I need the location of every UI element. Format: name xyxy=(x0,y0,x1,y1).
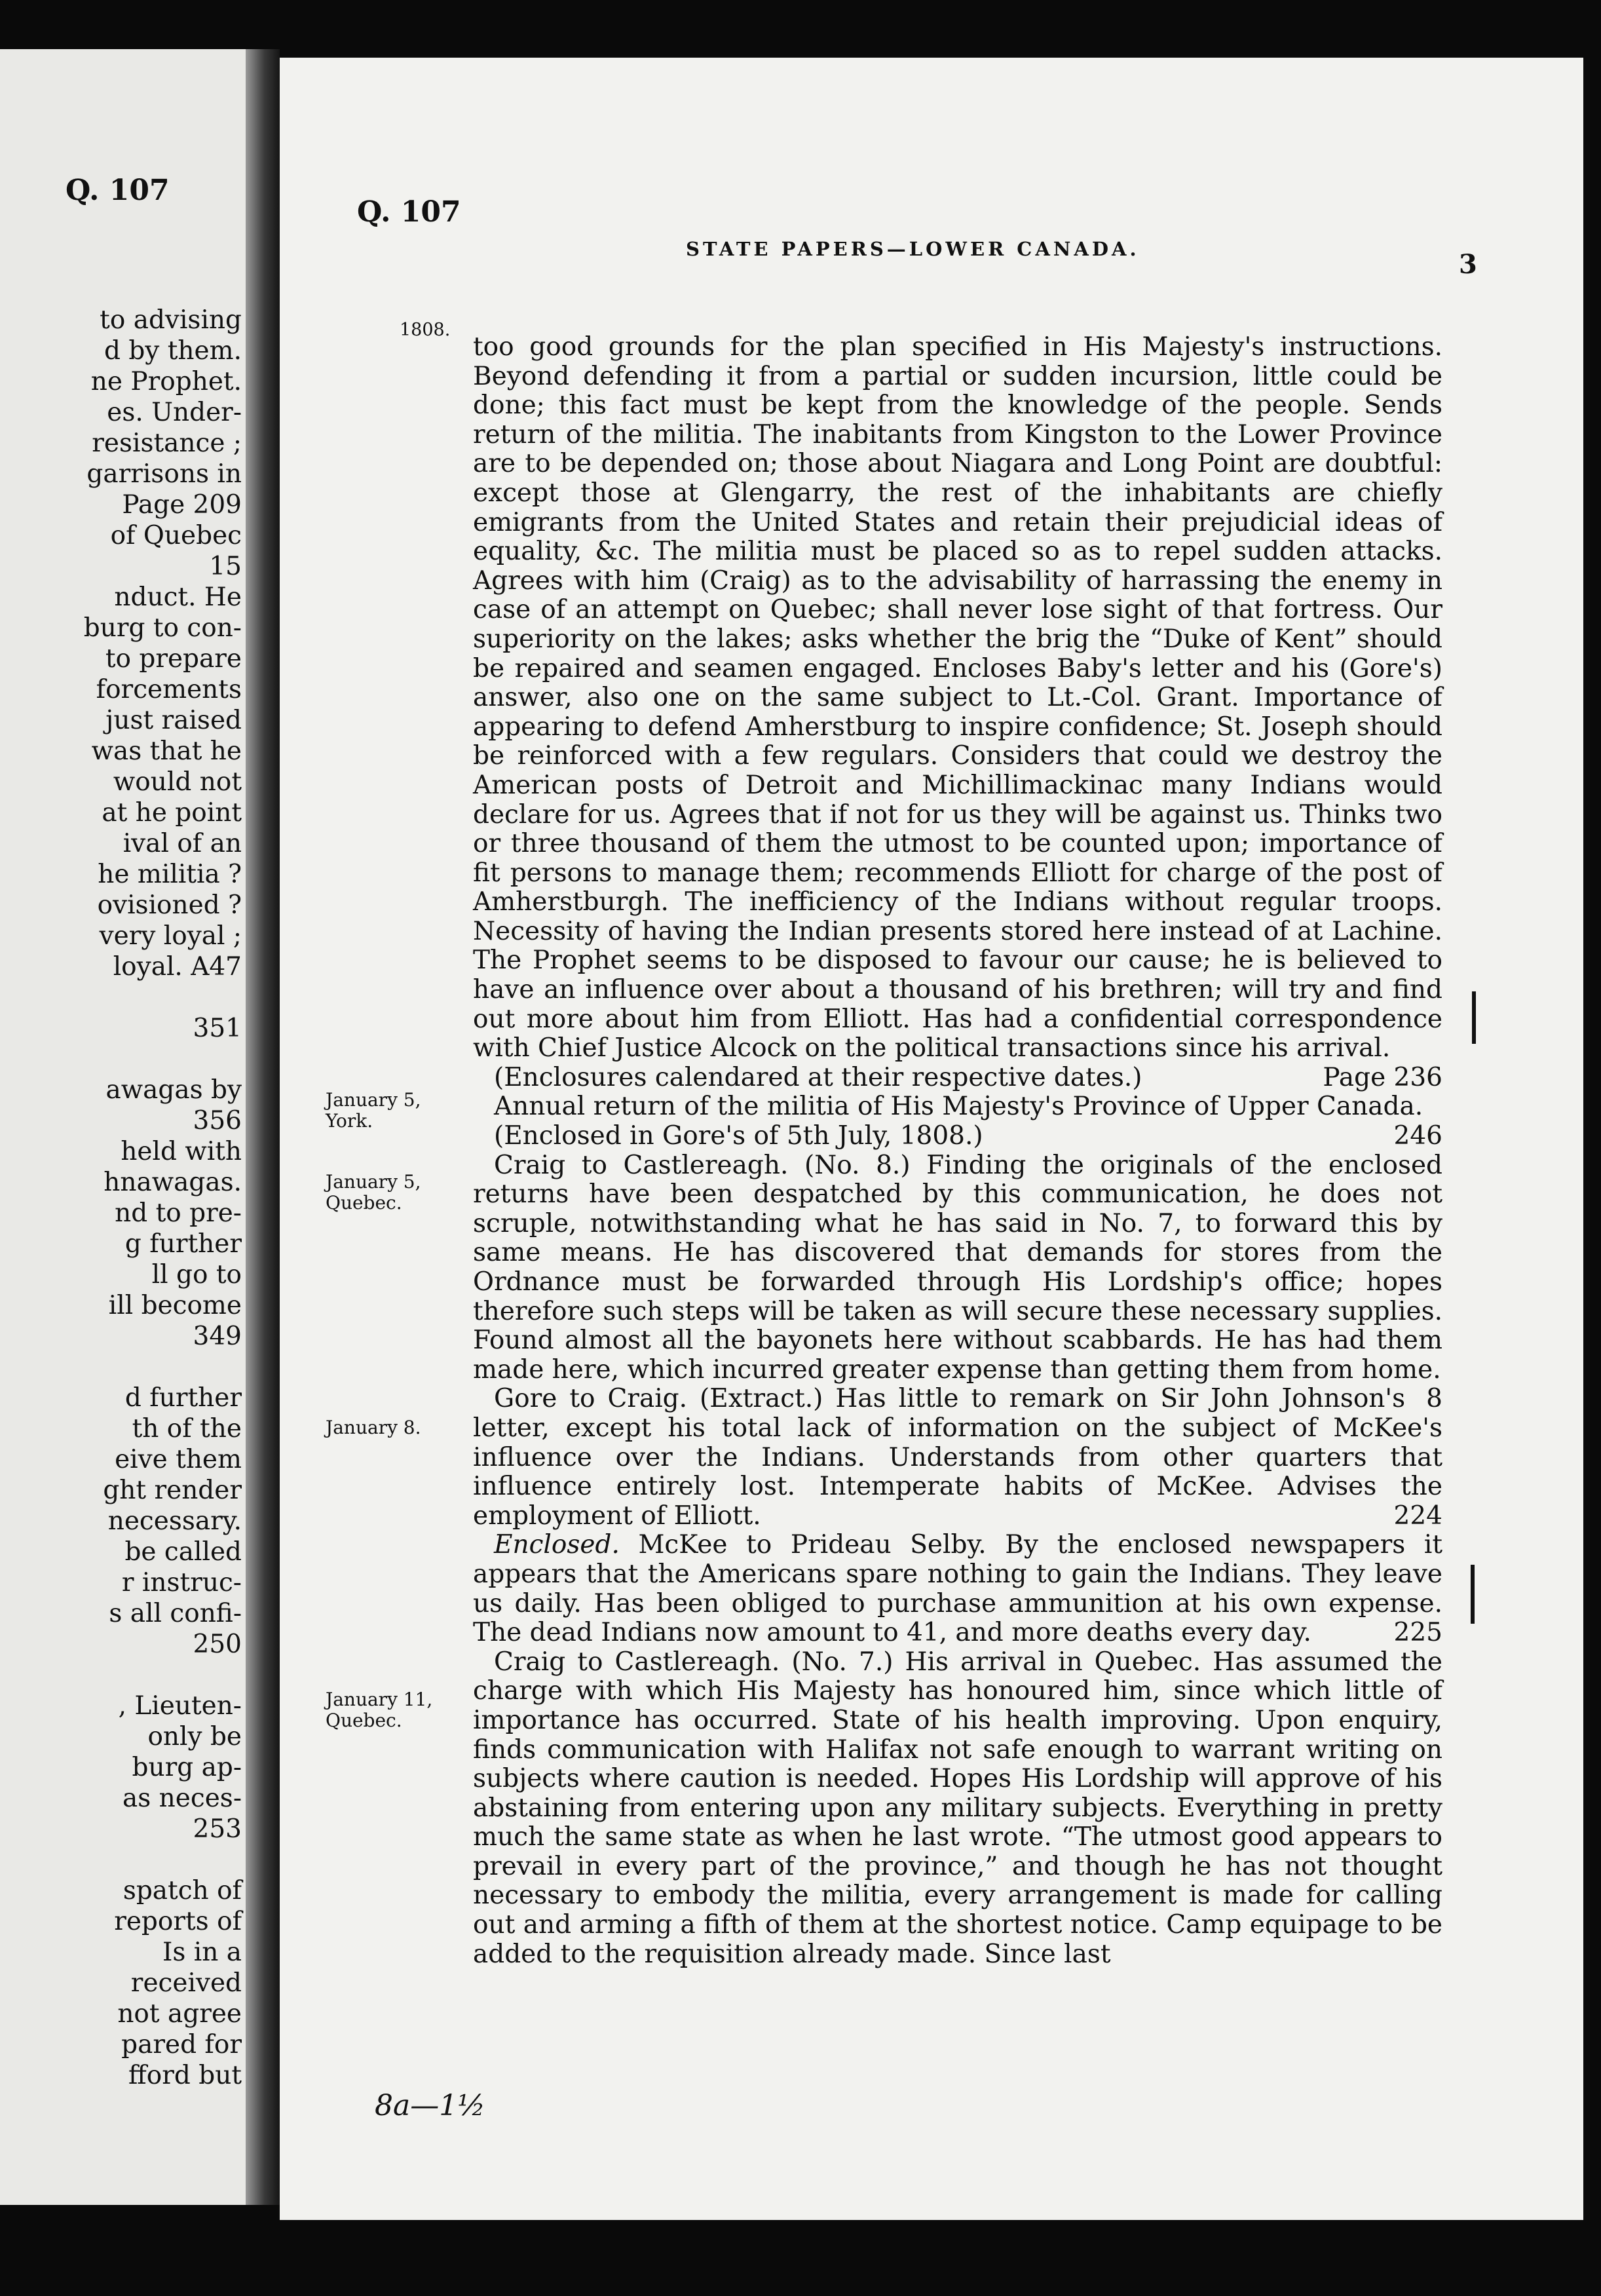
left-page-line: d by them. xyxy=(104,336,242,366)
left-page-text xyxy=(0,305,242,2091)
left-page-line: reports of xyxy=(114,1907,242,1936)
left-page-line: 351 xyxy=(193,1014,242,1043)
margin-date: January 5, York. xyxy=(326,1089,421,1132)
left-page-line: to prepare xyxy=(105,644,242,674)
left-page-line: ght render xyxy=(103,1476,242,1505)
paragraph-text: (Enclosed in Gore's of 5th July, 1808.) xyxy=(494,1121,983,1151)
book-gutter xyxy=(246,49,280,2205)
left-page-line: es. Under- xyxy=(107,398,242,427)
paragraph xyxy=(473,1648,1442,1970)
left-page-heading: Q. 107 xyxy=(66,174,170,207)
left-page-line: 253 xyxy=(193,1814,242,1844)
left-page-line: resistance ; xyxy=(92,429,242,458)
left-page-line: 250 xyxy=(193,1630,242,1659)
left-page-line: received xyxy=(130,1968,242,1998)
paragraph-text: McKee to Prideau Selby. By the enclosed newspapers it appears that the Americans spare nothing to gain the Indians. They leave us daily. Has been obliged to purchase ammunition at his own expense. The dead Indians now amount to 41, and more deaths every day. xyxy=(473,1530,1442,1648)
page-reference: 246 xyxy=(1393,1121,1442,1151)
signature-mark: 8a—1½ xyxy=(375,2089,485,2122)
left-page-line: pared for xyxy=(121,2030,242,2059)
left-page-line: would not xyxy=(113,767,242,797)
left-page-line: eive them xyxy=(115,1445,242,1474)
left-page-line: 349 xyxy=(193,1322,242,1351)
left-page-line: , Lieuten- xyxy=(118,1691,242,1721)
page-reference: Page 236 xyxy=(1323,1062,1442,1092)
left-page-line: 356 xyxy=(193,1106,242,1136)
left-page-line: was that he xyxy=(91,737,242,766)
page-number: 3 xyxy=(1459,249,1477,280)
left-page-line: ival of an xyxy=(122,829,242,858)
margin-date: January 8. xyxy=(326,1417,421,1438)
left-page-line: nduct. He xyxy=(114,583,242,612)
running-title: STATE PAPERS—LOWER CANADA. xyxy=(686,238,1140,260)
margin-year: 1808. xyxy=(400,320,451,340)
paragraph xyxy=(473,1063,1442,1093)
page-reference: 8 xyxy=(1426,1384,1442,1414)
left-page-line: s all confi- xyxy=(109,1599,242,1628)
margin-date: January 11, Quebec. xyxy=(326,1689,433,1731)
left-page-line: awagas by xyxy=(105,1075,242,1105)
paragraph-text: Craig to Castlereagh. (No. 8.) Finding the originals of the enclosed returns have been despatched by this communication, he does not scruple, notwithstanding what he has said in No. 7, to forward this by same means. He has discovered that demands for stores from the Ordnance must be forwarded through His Lordship's office; hopes therefore such steps will be taken as will secure these necessary supplies. Found almost all the bayonets here without scabbards. He has had them made here, which incurred greater expense than getting them from home. xyxy=(473,1150,1442,1385)
left-page-line: very loyal ; xyxy=(99,921,242,951)
left-page-line: just raised xyxy=(105,706,242,735)
left-page-line: to advising xyxy=(100,305,242,335)
left-page-line: be called xyxy=(124,1537,242,1567)
left-page-line: necessary. xyxy=(107,1506,242,1536)
left-page-line: ll go to xyxy=(151,1260,242,1290)
enclosed-label: Enclosed. xyxy=(494,1530,620,1560)
paragraph-text: (Enclosures calendared at their respective dates.) xyxy=(494,1062,1142,1092)
page-reference: 224 xyxy=(1393,1501,1442,1531)
paragraph xyxy=(473,1531,1442,1647)
paragraph-text: Gore to Craig. (Extract.) Has little to remark on Sir John Johnson's letter, except his total lack of information on the subject of McKee's influence over the Indians. Understands from other quarters that influence entirely lost. Intemperate habits of McKee. Advises the employment of Elliott. xyxy=(473,1384,1442,1531)
left-page-line: spatch of xyxy=(122,1876,242,1905)
paragraph-text: Craig to Castlereagh. (No. 7.) His arrival in Quebec. Has assumed the charge with which His Majesty has honoured him, since which little of importance has occurred. State of his health improving. Upon enquiry, finds communication with Halifax not safe enough to warrant writing on subjects where caution is needed. Hopes His Lordship will approve of his abstaining from entering upon any military subjects. Everything in pretty much the same state as when he last wrote. “The utmost good appears to prevail in every part of the province,” and though he has not thought necessary to embody the militia, every arrangement is made for calling out and arming a fifth of them at the shortest notice. Camp equipage to be added to the requisition already made. Since last xyxy=(473,1647,1442,1969)
paragraph xyxy=(473,1150,1442,1414)
paragraph xyxy=(473,1385,1442,1531)
left-page-line: ne Prophet. xyxy=(90,367,242,396)
left-page-line: d further xyxy=(124,1383,242,1413)
page-heading: Q. 107 xyxy=(357,195,461,229)
left-page-line: fford but xyxy=(128,2061,242,2090)
left-page-line: g further xyxy=(124,1229,242,1259)
left-page-line: r instruc- xyxy=(121,1568,242,1598)
left-page-line xyxy=(0,1352,242,1383)
left-page-line: Is in a xyxy=(162,1938,242,1967)
left-page-line: held with xyxy=(121,1137,242,1166)
left-page-line: 15 xyxy=(209,552,242,581)
left-page-line xyxy=(0,1845,242,1875)
paragraph xyxy=(473,1122,1442,1151)
left-page-line: burg ap- xyxy=(132,1753,242,1782)
margin-mark xyxy=(1471,1565,1475,1624)
paragraph-text: Annual return of the militia of His Majesty's Province of Upper Canada. xyxy=(494,1092,1423,1122)
left-page-line: loyal. A47 xyxy=(113,952,242,982)
left-page-line xyxy=(0,982,242,1013)
left-page-line xyxy=(0,1044,242,1075)
left-page-line: ovisioned ? xyxy=(97,890,242,920)
left-page-line: nd to pre- xyxy=(115,1198,242,1228)
left-page-line: of Quebec xyxy=(110,521,242,550)
left-page xyxy=(0,49,246,2205)
left-page-line: garrisons in xyxy=(86,459,242,489)
left-page-line xyxy=(0,1660,242,1691)
left-page-line: hnawagas. xyxy=(104,1168,242,1197)
margin-date: January 5, Quebec. xyxy=(326,1171,421,1214)
left-page-line: not agree xyxy=(117,1999,242,2029)
page-reference: 225 xyxy=(1393,1618,1442,1648)
calendar-entries xyxy=(473,333,1442,1969)
left-page-line: ill become xyxy=(108,1291,242,1320)
right-page xyxy=(280,58,1583,2220)
margin-mark xyxy=(1472,991,1476,1044)
left-page-line: burg to con- xyxy=(83,613,242,643)
left-page-line: th of the xyxy=(132,1414,242,1444)
paragraph-text: too good grounds for the plan specified in His Majesty's instructions. Beyond defending it from a partial or sudden incursion, little could be done; this fact must be kept from the knowledge of the people. Sends return of the militia. The inabitants from Kingston to the Lower Province are to be depended on; those about Niagara and Long Point are doubtful: except those at Glengarry, the rest of the inhabitants are chiefly emigrants from the United States and retain their prejudicial ideas of equality, &c. The militia must be placed so as to repel sudden attacks. Agrees with him (Craig) as to the advisability of harrassing the enemy in case of an attempt on Quebec; shall never lose sight of that fortress. Our superiority on the lakes; asks whether the brig the “Duke of Kent” should be repaired and seamen engaged. Encloses Baby's letter and his (Gore's) answer, also one on the same subject to Lt.-Col. Grant. Importance of appearing to defend Amherstburg to inspire confidence; St. Joseph should be reinforced with a few regulars. Considers that could we destroy the American posts of Detroit and Michillimackinac many Indians would declare for us. Agrees that if not for us they will be against us. Thinks two or three thousand of them the utmost to be counted upon; importance of fit persons to manage them; recommends Elliott for charge of the post of Amherstburgh. The inefficiency of the Indians without regular troops. Necessity of having the Indian presents stored here instead of at Lachine. The Prophet seems to be disposed to favour our cause; he is believed to have an influence over about a thousand of his brethren; will try and find out more about him from Elliott. Has had a confidential correspondence with Chief Justice Alcock on the political transactions since his arrival. xyxy=(473,332,1442,1063)
left-page-line: Page 209 xyxy=(122,490,242,520)
left-page-line: only be xyxy=(147,1722,242,1751)
left-page-line: he militia ? xyxy=(98,860,242,889)
left-page-line: forcements xyxy=(96,675,242,704)
left-page-line: at he point xyxy=(102,798,242,828)
left-page-line: as neces- xyxy=(122,1784,242,1813)
